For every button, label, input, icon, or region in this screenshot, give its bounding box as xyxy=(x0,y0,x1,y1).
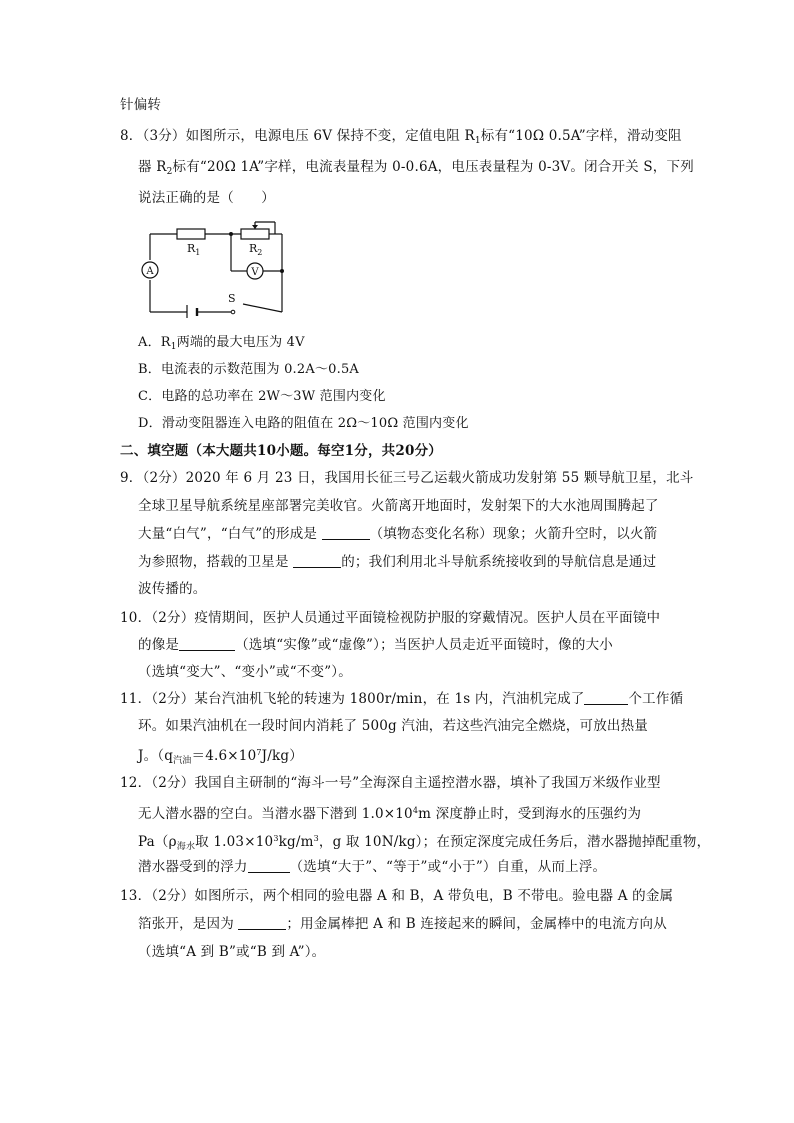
q12-line3: $Pa(\rho_{海水}$取 $1.03\times 10^3kg/m^3$，g 取 10N/kg）；在预定深度完成任务后，潜水器抛掉配重物， xyxy=(138,834,711,852)
answer-blank xyxy=(248,859,290,873)
q13-line2: 箔张开，是因为 ；用金属棒把 A 和 B 连接起来的瞬间，金属棒中的电流方向从 xyxy=(138,916,667,932)
q9-line5: 波传播的。 xyxy=(138,581,207,597)
q9-line2: 全球卫星导航系统星座部署完美收官。火箭离开地面时，发射架下的大水池周围腾起了 xyxy=(138,498,659,514)
answer-blank xyxy=(322,526,370,540)
q9-line4: 为参照物，搭载的卫星是 的；我们利用北斗导航系统接收到的导航信息是通过 xyxy=(138,554,657,570)
top-fragment: 针偏转 xyxy=(120,97,162,113)
answer-blank xyxy=(584,691,628,705)
q11-line1: 11．（2分）某台汽油机飞轮的转速为 1800r/min，在 1s 内，汽油机完成了 个工作循 xyxy=(120,691,684,707)
r1-resistor xyxy=(177,229,205,239)
q8-line3: 说法正确的是（ ） xyxy=(138,190,275,206)
q13-line1: 13．（2分）如图所示，两个相同的验电器 A 和 B，A 带负电，B 不带电。验电器 A 的金属 xyxy=(120,888,674,904)
q13-line3: （选填“A 到 B”或“B 到 A”）。 xyxy=(138,944,326,960)
r2-label: $R_2$ xyxy=(249,242,263,257)
voltmeter-label: V xyxy=(251,267,259,278)
q11-line2: 环。如果汽油机在一段时间内消耗了 500g 汽油，若这些汽油完全燃烧，可放出热量 xyxy=(138,718,648,734)
q8-option-d: D．滑动变阻器连入电路的阻值在 2Ω～10Ω 范围内变化 xyxy=(138,416,469,431)
answer-blank xyxy=(293,554,341,568)
q10-line2: 的像是 （选填“实像”或“虚像”）；当医护人员走近平面镜时，像的大小 xyxy=(138,637,613,653)
q8-line1: 8．（3分）如图所示，电源电压 6V 保持不变，定值电阻 $R_1$标有“10Ω 0.5A”字样，滑动变阻 xyxy=(120,128,682,146)
q12-line1: 12．（2分）我国自主研制的“海斗一号”全海深自主遥控潜水器，填补了我国万米级作业型 xyxy=(120,775,661,791)
answer-blank xyxy=(179,637,235,651)
q12-line4: 潜水器受到的浮力 （选填“大于”、“等于”或“小于”）自重，从而上浮。 xyxy=(138,859,607,875)
switch-label: S xyxy=(228,292,236,305)
q9-line3: 大量“白气”，“白气”的形成是 （填物态变化名称）现象；火箭升空时，以火箭 xyxy=(138,526,658,542)
q10-line3: （选填“变大”、“变小”或“不变”）。 xyxy=(138,664,352,680)
q8-option-c: C．电路的总功率在 2W～3W 范围内变化 xyxy=(138,389,386,404)
q11-line3: J。$(q_{汽油}=4.6\times 10^7J/kg)$ xyxy=(138,748,303,766)
slider-arrow-icon xyxy=(252,225,258,229)
q9-line1: 9．（2分）2020 年 6 月 23 日，我国用长征三号乙运载火箭成功发射第 55 颗导航卫星，北斗 xyxy=(120,470,694,486)
q8-option-b: B．电流表的示数范围为 0.2A～0.5A xyxy=(138,362,360,377)
answer-blank xyxy=(238,916,286,930)
r1-label: $R_1$ xyxy=(187,242,201,257)
q12-line2: 无人潜水器的空白。当潜水器下潜到 $1.0\times 10^4m$ 深度静止时，受到海水的压强约为 xyxy=(138,806,642,822)
ammeter-label: A xyxy=(146,266,154,277)
switch-icon xyxy=(231,310,235,314)
section-2-title: 二、填空题（本大题共10小题。每空1分，共20分） xyxy=(120,443,442,459)
q8-line2: 器 $R_2$标有“20Ω 1A”字样，电流表量程为 0-0.6A，电压表量程为 0-3V。闭合开关 S，下列 xyxy=(138,159,694,177)
r2-resistor xyxy=(241,229,269,239)
q8-option-a: A．$R_1$两端的最大电压为 4V xyxy=(138,335,305,352)
circuit-diagram xyxy=(135,218,295,318)
q10-line1: 10．（2分）疫情期间，医护人员通过平面镜检视防护服的穿戴情况。医护人员在平面镜中 xyxy=(120,610,661,626)
